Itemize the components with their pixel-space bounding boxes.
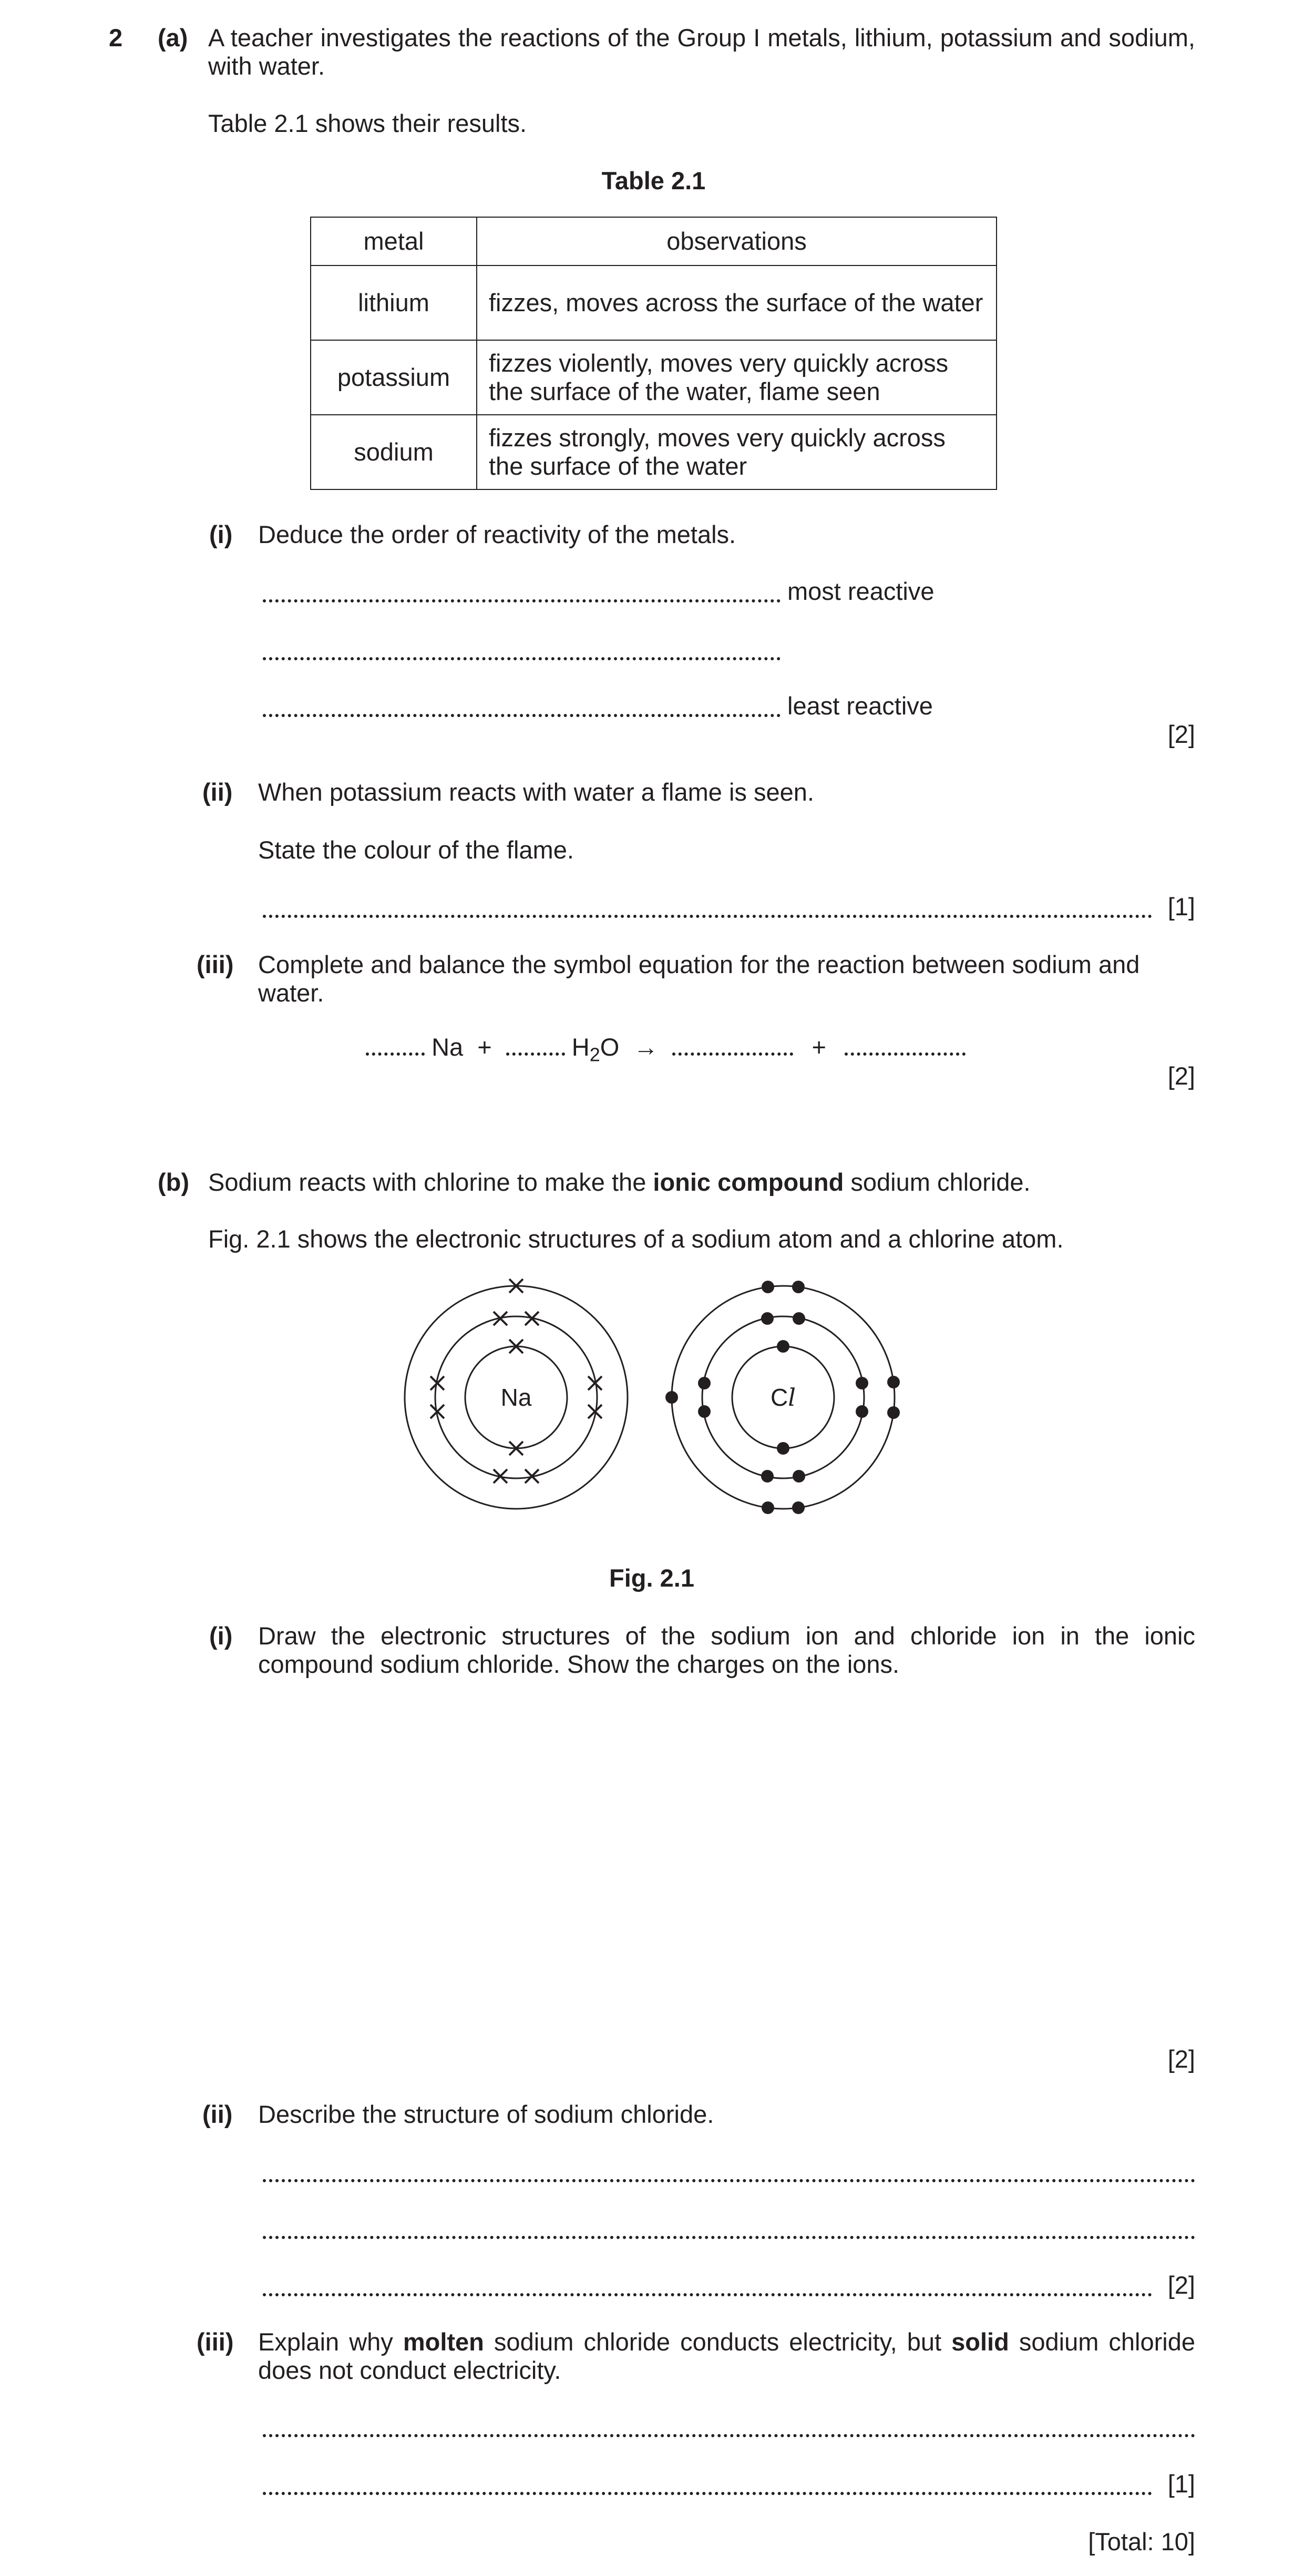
electron-dot [777, 1340, 789, 1353]
b-ii-marks: [2] [1167, 2271, 1195, 2299]
electron-dot [698, 1377, 711, 1389]
drawing-answer-space[interactable] [258, 1682, 1195, 2024]
row-observation: fizzes, moves across the surface of the water [477, 265, 997, 340]
coefficient-water-blank[interactable] [506, 1052, 565, 1056]
question-text: Explain why [258, 2328, 403, 2356]
intro-text: sodium chloride. [844, 1168, 1031, 1196]
a-iii-label: (iii) [197, 950, 234, 978]
question-number: 2 [109, 24, 123, 52]
eq-plus: + [477, 1033, 492, 1061]
figure-reference: Fig. 2.1 shows the electronic structures of a sodium atom and a chlorine atom. [208, 1225, 1064, 1253]
electron-dot [761, 1312, 774, 1325]
b-i-marks: [2] [1167, 2045, 1195, 2073]
a-iii-marks: [2] [1167, 1062, 1195, 1090]
eq-sodium: Na [432, 1033, 464, 1061]
eq-arrow: → [633, 1033, 659, 1061]
product-2-blank[interactable] [845, 1052, 966, 1056]
electron-dot [793, 1312, 805, 1325]
table-row [311, 415, 997, 489]
table-header-row [311, 217, 997, 265]
row-metal: potassium [311, 340, 477, 415]
most-reactive-label: most reactive [787, 577, 935, 605]
b-iii-question [258, 2328, 1195, 2385]
intro-text: Sodium reacts with chlorine to make the [208, 1168, 653, 1196]
part-b-intro [208, 1168, 1031, 1197]
electron-dot [762, 1281, 774, 1293]
row-metal: sodium [311, 415, 477, 489]
b-iii-marks: [1] [1167, 2470, 1195, 2498]
a-ii-question-2: State the colour of the flame. [258, 836, 574, 864]
results-table [310, 217, 997, 490]
b-ii-question: Describe the structure of sodium chloride. [258, 2100, 714, 2128]
table-row [311, 265, 997, 340]
figure-caption: Fig. 2.1 [609, 1564, 694, 1592]
symbol-equation [366, 1033, 966, 1066]
least-reactive-label: least reactive [787, 692, 933, 720]
answer-line-least[interactable] [263, 714, 781, 717]
cl-symbol [771, 1383, 796, 1412]
table-reference: Table 2.1 shows their results. [208, 109, 527, 137]
cl-symbol-l: l [788, 1383, 796, 1412]
a-ii-marks: [1] [1167, 893, 1195, 921]
product-1-blank[interactable] [672, 1052, 793, 1056]
cl-symbol-c: C [771, 1384, 788, 1411]
electron-structure-figure [399, 1272, 904, 1519]
eq-plus: + [812, 1033, 826, 1061]
electron-dot [761, 1470, 774, 1483]
header-observations: observations [477, 217, 997, 265]
part-a-label: (a) [158, 24, 188, 52]
part-b-label: (b) [158, 1168, 190, 1196]
table-title: Table 2.1 [601, 167, 706, 195]
answer-line[interactable] [263, 2236, 1195, 2239]
part-a-intro: A teacher investigates the reactions of the Group I metals, lithium, potassium and sodium, with water. [208, 24, 1195, 80]
electron-dot [887, 1376, 900, 1388]
eq-hydrogen: H [571, 1033, 590, 1061]
b-i-question: Draw the electronic structures of the sodium ion and chloride ion in the ionic compound sodium chloride. Show the charges on the ions. [258, 1622, 1195, 1679]
answer-line[interactable] [263, 2293, 1152, 2296]
question-bold: molten [403, 2328, 484, 2356]
b-iii-label: (iii) [197, 2328, 234, 2356]
row-observation: fizzes strongly, moves very quickly across the surface of the water [477, 415, 997, 489]
answer-line-middle[interactable] [263, 657, 781, 660]
eq-subscript: 2 [589, 1044, 600, 1066]
b-i-label: (i) [209, 1622, 233, 1650]
electron-dot [777, 1442, 789, 1455]
table-row [311, 340, 997, 415]
electron-dot [762, 1501, 774, 1514]
coefficient-na-blank[interactable] [366, 1052, 425, 1056]
intro-bold: ionic compound [653, 1168, 844, 1196]
row-observation: fizzes violently, moves very quickly across the surface of the water, flame seen [477, 340, 997, 415]
answer-line[interactable] [263, 2492, 1152, 2495]
answer-line[interactable] [263, 2434, 1195, 2437]
a-i-question: Deduce the order of reactivity of the metals. [258, 520, 736, 548]
electron-dot [856, 1405, 868, 1418]
a-iii-question: Complete and balance the symbol equation for the reaction between sodium and water. [258, 950, 1140, 1007]
eq-oxygen: O [600, 1033, 620, 1061]
a-i-label: (i) [209, 520, 233, 548]
electron-dot [665, 1391, 678, 1404]
electron-dot [856, 1377, 868, 1389]
electron-dot [887, 1406, 900, 1419]
electron-dot [698, 1405, 711, 1418]
a-ii-label: (ii) [202, 778, 233, 806]
question-total: [Total: 10] [1088, 2528, 1195, 2555]
answer-line-flame-colour[interactable] [263, 915, 1152, 918]
electron-dot [793, 1470, 805, 1483]
a-ii-question: When potassium reacts with water a flame is seen. [258, 778, 814, 806]
electron-dot [792, 1501, 805, 1514]
answer-line[interactable] [263, 2179, 1195, 2182]
header-metal: metal [311, 217, 477, 265]
question-text: sodium chloride conducts electricity, but [484, 2328, 952, 2356]
question-text: sodium chloride does not conduct electricity. [258, 2328, 1196, 2385]
b-ii-label: (ii) [202, 2100, 233, 2128]
question-bold: solid [951, 2328, 1009, 2356]
answer-line-most[interactable] [263, 599, 781, 602]
electron-dot [792, 1281, 805, 1293]
na-symbol: Na [500, 1384, 532, 1411]
a-i-marks: [2] [1167, 720, 1195, 748]
row-metal: lithium [311, 265, 477, 340]
